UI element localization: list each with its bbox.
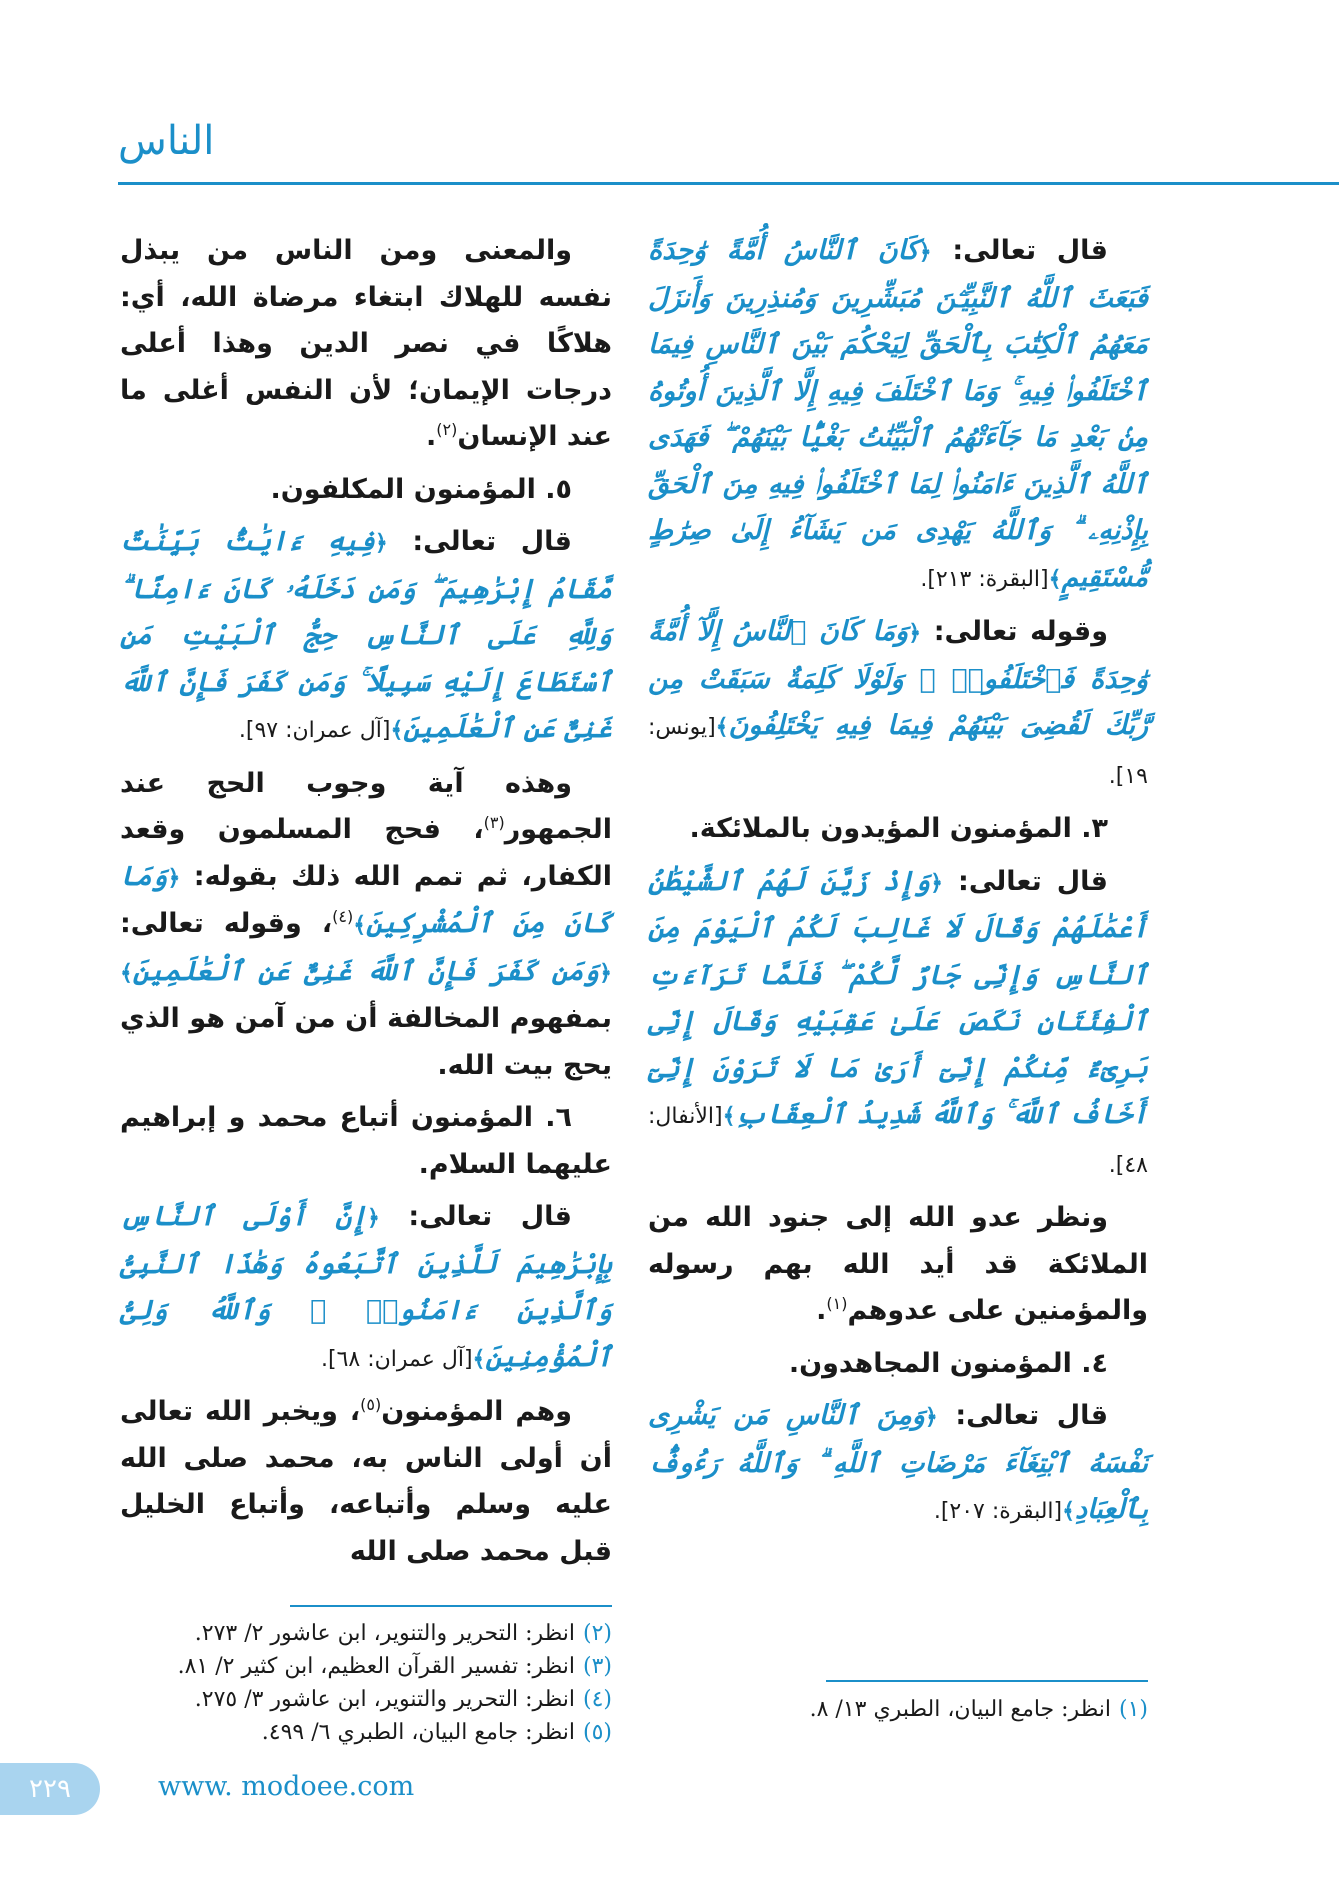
ornament-close-icon: ﴾ [353, 912, 367, 938]
page-title: الناس [118, 118, 215, 164]
footnote-divider [290, 1605, 612, 1607]
footnote: (٤)انظر: التحرير والتنوير، ابن عاشور ٣/ ٢٧٥. [194, 1687, 612, 1712]
section-heading: ٥. المؤمنون المكلفون. [270, 473, 572, 505]
ornament-open-icon: ﴿ [930, 869, 944, 896]
paragraph: ونظر عدو الله إلى جنود الله من الملائكة قد أيد الله بهم رسوله والمؤمنين على عدوهم$^{(١)}$. [648, 1202, 1148, 1326]
footnote-marker[interactable]: (٢) [436, 420, 458, 439]
quran-verse: ﴿إِنَّ أَوْلَى ٱلنَّاسِ بِإِبْرَٰهِيمَ لَلَّذِينَ ٱتَّبَعُوهُ وَهَٰذَا ٱلنَّبِىُّ وَٱلَّذِينَ ءَامَنُوا۟ ۗ وَٱللَّهُ وَلِىُّ ٱلْمُؤْمِنِينَ﴾ [120, 1201, 612, 1373]
paragraph: قال تعالى: ﴿كَانَ ٱلنَّاسُ أُمَّةً وَٰحِدَةً فَبَعَثَ ٱللَّهُ ٱلنَّبِيِّـۧنَ مُبَشِّرِينَ وَمُنذِرِينَ وَأَنزَلَ مَعَهُمُ ٱلْكِتَٰبَ بِٱلْحَقِّ لِيَحْكُمَ بَيْنَ ٱلنَّاسِ فِيمَا ٱخْتَلَفُوا۟ فِيهِ ۚ وَمَا ٱخْتَلَفَ فِيهِ إِلَّا ٱلَّذِينَ أُوتُوهُ مِنۢ بَعْدِ مَا جَآءَتْهُمُ ٱلْبَيِّنَٰتُ بَغْيًۢا بَيْنَهُمْ ۖ فَهَدَى ٱللَّهُ ٱلَّذِينَ ءَامَنُوا۟ لِمَا ٱخْتَلَفُوا۟ فِيهِ مِنَ ٱلْحَقِّ بِإِذْنِهِۦ ۗ وَٱللَّهُ يَهْدِى مَن يَشَآءُ إِلَىٰ صِرَٰطٍ مُّسْتَقِيمٍ﴾[البقرة: ٢١٣]. [648, 235, 1148, 593]
ornament-open-icon: ﴿ [918, 239, 932, 265]
right-column [648, 228, 1148, 1542]
quran-verse: ﴿وَمَن كَفَرَ فَإِنَّ ٱللَّهَ غَنِىٌّ عَنِ ٱلْعَٰلَمِينَ﴾ [120, 955, 612, 987]
ornament-close-icon: ﴾ [120, 959, 133, 986]
paragraph: والمعنى ومن الناس من يبذل نفسه للهلاك ابتغاء مرضاة الله، أي: هلاكًا في نصر الدين وهذا أعلى درجات الإيمان؛ لأن النفس أغلى ما عند الإنسان$^{(٢)}$. [120, 235, 612, 452]
page-number: ٢٢٩ [0, 1763, 100, 1815]
paragraph: وقوله تعالى: ﴿وَمَا كَانَ ٱلنَّاسُ إِلَّآ أُمَّةً وَٰحِدَةً فَٱخْتَلَفُوا۟ ۚ وَلَوْلَا كَلِمَةٌ سَبَقَتْ مِن رَّبِّكَ لَقُضِىَ بَيْنَهُمْ فِيمَا فِيهِ يَخْتَلِفُونَ﴾[يونس: ١٩]. [648, 616, 1148, 789]
verse-reference: [آل عمران: ٦٨]. [320, 1346, 473, 1372]
quran-verse: ﴿وَإِذْ زَيَّنَ لَهُمُ ٱلشَّيْطَٰنُ أَعْمَٰلَهُمْ وَقَالَ لَا غَالِبَ لَكُمُ ٱلْيَوْمَ مِنَ ٱلنَّاسِ وَإِنِّى جَارٌ لَّكُمْ ۖ فَلَمَّا تَرَآءَتِ ٱلْفِئَتَانِ نَكَصَ عَلَىٰ عَقِبَيْهِ وَقَالَ إِنِّى بَرِىٓءٌ مِّنكُمْ إِنِّىٓ أَرَىٰ مَا لَا تَرَوْنَ إِنِّىٓ أَخَافُ ٱللَّهَ ۚ وَٱللَّهُ شَدِيدُ ٱلْعِقَابِ﴾ [648, 865, 1148, 1130]
ornament-close-icon: ﴾ [722, 1103, 736, 1129]
website-link[interactable]: www. modoee.com [158, 1771, 415, 1802]
footnote-marker[interactable]: (٥) [360, 1395, 382, 1414]
quran-verse: ﴿وَمَا كَانَ مِنَ ٱلْمُشْرِكِينَ﴾ [120, 860, 612, 939]
footnotes-right [648, 1693, 1148, 1726]
section-heading: ٤. المؤمنون المجاهدون. [788, 1347, 1108, 1379]
footnote-divider [826, 1680, 1148, 1682]
ornament-open-icon: ﴿ [167, 864, 181, 891]
ornament-close-icon: ﴾ [390, 717, 404, 743]
paragraph: قال تعالى: ﴿إِنَّ أَوْلَى ٱلنَّاسِ بِإِبْرَٰهِيمَ لَلَّذِينَ ٱتَّبَعُوهُ وَهَٰذَا ٱلنَّبِىُّ وَٱلَّذِينَ ءَامَنُوا۟ ۗ وَٱللَّهُ وَلِىُّ ٱلْمُؤْمِنِينَ﴾[آل عمران: ٦٨]. [120, 1201, 612, 1373]
verse-reference: [الأنفال: ٤٨]. [648, 1104, 1148, 1178]
verse-reference: [البقرة: ٢١٣]. [920, 566, 1049, 592]
verse-reference: [البقرة: ٢٠٧]. [933, 1499, 1063, 1524]
footnote: (٢)انظر: التحرير والتنوير، ابن عاشور ٢/ ٢٧٣. [194, 1621, 612, 1646]
quran-verse: ﴿وَمَا كَانَ ٱلنَّاسُ إِلَّآ أُمَّةً وَٰحِدَةً فَٱخْتَلَفُوا۟ ۚ وَلَوْلَا كَلِمَةٌ سَبَقَتْ مِن رَّبِّكَ لَقُضِىَ بَيْنَهُمْ فِيمَا فِيهِ يَخْتَلِفُونَ﴾ [648, 616, 1148, 741]
quran-verse: ﴿وَمِنَ ٱلنَّاسِ مَن يَشْرِى نَفْسَهُ ٱبْتِغَآءَ مَرْضَاتِ ٱللَّهِ ۗ وَٱللَّهُ رَءُوفٌۢ بِٱلْعِبَادِ﴾ [648, 1400, 1148, 1525]
ornament-close-icon: ﴾ [1062, 1498, 1076, 1524]
footnote: (٥)انظر: جامع البيان، الطبري ٦/ ٤٩٩. [261, 1720, 612, 1745]
ornament-open-icon: ﴿ [924, 1404, 938, 1430]
section-heading: ٦. المؤمنون أتباع محمد و إبراهيم عليهما السلام. [120, 1102, 612, 1180]
section-heading: ٣. المؤمنون المؤيدون بالملائكة. [689, 813, 1108, 844]
paragraph: قال تعالى: ﴿وَمِنَ ٱلنَّاسِ مَن يَشْرِى نَفْسَهُ ٱبْتِغَآءَ مَرْضَاتِ ٱللَّهِ ۗ وَٱللَّهُ رَءُوفٌۢ بِٱلْعِبَادِ﴾[البقرة: ٢٠٧]. [648, 1400, 1148, 1525]
paragraph: وهم المؤمنون$^{(٥)}$، ويخبر الله تعالى أن أولى الناس به، محمد صلى الله عليه وسلم وأتباعه، وأتباع الخليل قبل محمد صلى الله [120, 1395, 612, 1567]
footnote-marker[interactable]: (٣) [483, 813, 505, 832]
quran-verse: ﴿كَانَ ٱلنَّاسُ أُمَّةً وَٰحِدَةً فَبَعَثَ ٱللَّهُ ٱلنَّبِيِّـۧنَ مُبَشِّرِينَ وَمُنذِرِينَ وَأَنزَلَ مَعَهُمُ ٱلْكِتَٰبَ بِٱلْحَقِّ لِيَحْكُمَ بَيْنَ ٱلنَّاسِ فِيمَا ٱخْتَلَفُوا۟ فِيهِ ۚ وَمَا ٱخْتَلَفَ فِيهِ إِلَّا ٱلَّذِينَ أُوتُوهُ مِنۢ بَعْدِ مَا جَآءَتْهُمُ ٱلْبَيِّنَٰتُ بَغْيًۢا بَيْنَهُمْ ۖ فَهَدَى ٱللَّهُ ٱلَّذِينَ ءَامَنُوا۟ لِمَا ٱخْتَلَفُوا۟ فِيهِ مِنَ ٱلْحَقِّ بِإِذْنِهِۦ ۗ وَٱللَّهُ يَهْدِى مَن يَشَآءُ إِلَىٰ صِرَٰطٍ مُّسْتَقِيمٍ﴾ [648, 235, 1148, 593]
footnote: (٣)انظر: تفسير القرآن العظيم، ابن كثير ٢/ ٨١. [177, 1654, 612, 1679]
footnote-marker[interactable]: (٤) [332, 907, 354, 926]
paragraph: وهذه آية وجوب الحج عند الجمهور$^{(٣)}$، فحج المسلمون وقعد الكفار، ثم تمم الله ذلك بقوله: ﴿وَمَا كَانَ مِنَ ٱلْمُشْرِكِينَ﴾$^{(٤)}$، وقوله تعالى: ﴿وَمَن كَفَرَ فَإِنَّ ٱللَّهَ غَنِىٌّ عَنِ ٱلْعَٰلَمِينَ﴾ بمفهوم المخالفة أن من آمن هو الذي يحج بيت الله. [120, 767, 612, 1081]
title-divider [118, 182, 1339, 185]
verse-reference: [يونس: ١٩]. [648, 715, 1148, 789]
left-column [120, 228, 612, 1581]
quran-verse: ﴿فِيهِ ءَايَٰتٌۢ بَيِّنَٰتٌ مَّقَامُ إِبْرَٰهِيمَ ۖ وَمَن دَخَلَهُۥ كَانَ ءَامِنًا ۗ وَلِلَّهِ عَلَى ٱلنَّاسِ حِجُّ ٱلْبَيْتِ مَنِ ٱسْتَطَاعَ إِلَيْهِ سَبِيلًا ۚ وَمَن كَفَرَ فَإِنَّ ٱللَّهَ غَنِىٌّ عَنِ ٱلْعَٰلَمِينَ﴾ [120, 526, 612, 744]
ornament-open-icon: ﴿ [374, 530, 388, 556]
ornament-open-icon: ﴿ [599, 959, 612, 986]
footnote: (١)انظر: جامع البيان، الطبري ١٣/ ٨. [809, 1697, 1148, 1722]
ornament-close-icon: ﴾ [715, 714, 729, 740]
footnote-marker[interactable]: (١) [826, 1294, 848, 1313]
ornament-open-icon: ﴿ [366, 1205, 380, 1231]
ornament-open-icon: ﴿ [908, 620, 922, 646]
paragraph: قال تعالى: ﴿فِيهِ ءَايَٰتٌۢ بَيِّنَٰتٌ مَّقَامُ إِبْرَٰهِيمَ ۖ وَمَن دَخَلَهُۥ كَانَ ءَامِنًا ۗ وَلِلَّهِ عَلَى ٱلنَّاسِ حِجُّ ٱلْبَيْتِ مَنِ ٱسْتَطَاعَ إِلَيْهِ سَبِيلًا ۚ وَمَن كَفَرَ فَإِنَّ ٱللَّهَ غَنِىٌّ عَنِ ٱلْعَٰلَمِينَ﴾[آل عمران: ٩٧]. [120, 526, 612, 744]
footnotes-left [120, 1617, 612, 1749]
verse-reference: [آل عمران: ٩٧]. [238, 718, 391, 743]
paragraph: قال تعالى: ﴿وَإِذْ زَيَّنَ لَهُمُ ٱلشَّيْطَٰنُ أَعْمَٰلَهُمْ وَقَالَ لَا غَالِبَ لَكُمُ ٱلْيَوْمَ مِنَ ٱلنَّاسِ وَإِنِّى جَارٌ لَّكُمْ ۖ فَلَمَّا تَرَآءَتِ ٱلْفِئَتَانِ نَكَصَ عَلَىٰ عَقِبَيْهِ وَقَالَ إِنِّى بَرِىٓءٌ مِّنكُمْ إِنِّىٓ أَرَىٰ مَا لَا تَرَوْنَ إِنِّىٓ أَخَافُ ٱللَّهَ ۚ وَٱللَّهُ شَدِيدُ ٱلْعِقَابِ﴾[الأنفال: ٤٨]. [648, 865, 1148, 1178]
ornament-close-icon: ﴾ [1048, 565, 1062, 592]
ornament-close-icon: ﴾ [472, 1345, 486, 1372]
